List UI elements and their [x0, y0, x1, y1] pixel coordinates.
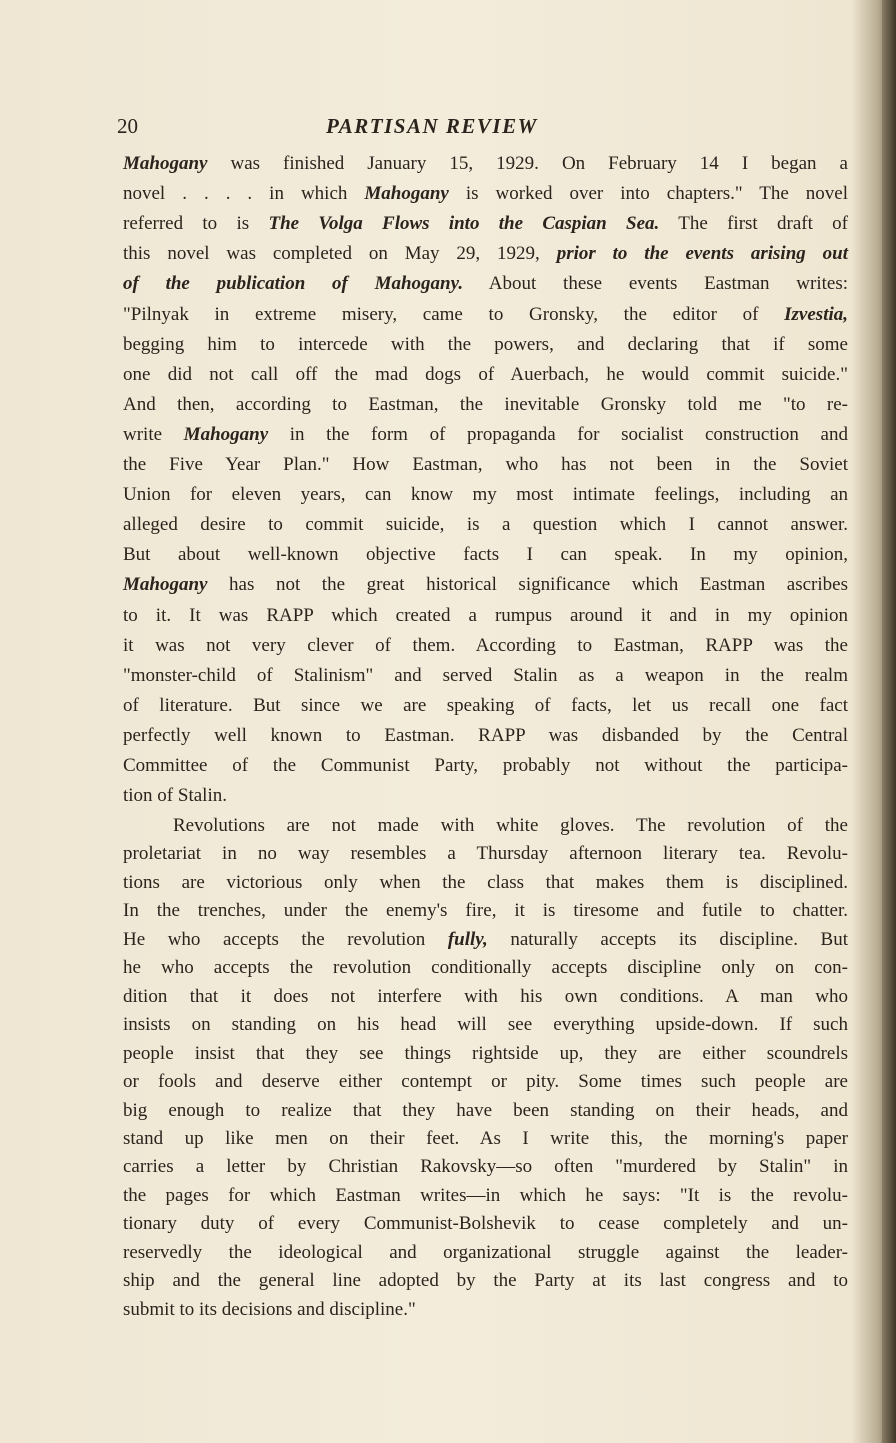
text-line	[123, 333, 848, 357]
text-span: ship and the general line adopted by the Party at its last congress and to	[123, 1270, 848, 1292]
text-line	[123, 182, 848, 206]
text-span: "monster-child of Stalinism" and served Stalin as a weapon in the realm	[123, 664, 848, 686]
text-span: the Five Year Plan." How Eastman, who has not been in the Soviet	[123, 454, 848, 475]
text-line	[123, 664, 848, 688]
text-span: tions are victorious only when the class that makes them is disciplined.	[123, 871, 848, 893]
text-span: In the trenches, under the enemy's fire, it is tiresome and futile to chatter.	[123, 900, 848, 922]
text-span: carries a letter by Christian Rakovsky—so often "murdered by Stalin" in	[123, 1156, 848, 1178]
text-span: Committee of the Communist Party, probably not without the participa-	[123, 755, 848, 776]
text-span: The first draft of	[659, 213, 849, 235]
text-span: has not the great historical significance which Eastman ascribes	[207, 574, 848, 596]
text-span: dition that it does not interfere with his own conditions. A man who	[123, 985, 848, 1007]
text-line	[123, 1298, 848, 1322]
text-span: He who accepts the revolution	[123, 928, 448, 950]
text-span: Union for eleven years, can know my most intimate feelings, including an	[123, 484, 848, 506]
italic-text: Mahogany	[123, 574, 208, 596]
text-span: big enough to realize that they have been standing on their heads, and	[123, 1099, 848, 1121]
text-line	[123, 928, 848, 952]
text-line	[123, 899, 848, 923]
text-span: is worked over into chapters." The novel	[448, 183, 848, 205]
page-edge	[882, 0, 896, 1443]
text-line	[123, 1099, 848, 1123]
text-line	[123, 1212, 848, 1236]
page-number: 20	[117, 114, 138, 138]
text-span: naturally accepts its discipline. But	[487, 928, 848, 950]
text-span: About these events Eastman writes:	[463, 273, 848, 295]
text-line	[123, 212, 848, 236]
italic-text: prior to the events arising out	[556, 243, 848, 265]
text-span: it was not very clever of them. According to Eastman, RAPP was the	[123, 634, 848, 656]
text-line	[123, 363, 848, 387]
italic-text: Mahogany	[183, 423, 269, 445]
text-span: people insist that they see things rightside up, they are either scoundrels	[123, 1042, 848, 1064]
text-line	[123, 1042, 848, 1066]
text-span: submit to its decisions and discipline."	[123, 1298, 416, 1320]
text-span: the pages for which Eastman writes—in which he says: "It is the revolu-	[123, 1184, 848, 1206]
text-span: referred to is	[123, 213, 269, 235]
text-line	[123, 634, 848, 658]
text-line	[123, 393, 848, 417]
text-span: And then, according to Eastman, the inevitable Gronsky told me "to re-	[123, 393, 848, 415]
text-line	[123, 453, 848, 477]
text-line	[123, 242, 848, 266]
text-span: write	[123, 423, 184, 445]
text-line	[123, 1269, 848, 1293]
text-line	[123, 303, 848, 327]
text-line	[123, 956, 848, 980]
text-span: tionary duty of every Communist-Bolshevik to cease completely and un-	[123, 1213, 848, 1235]
text-span: stand up like men on their feet. As I write this, the morning's paper	[123, 1127, 848, 1149]
text-span: "Pilnyak in extreme misery, came to Gronsky, the editor of	[123, 303, 785, 325]
text-span: begging him to intercede with the powers, and declaring that if some	[123, 333, 848, 355]
text-line	[123, 152, 848, 176]
running-head: PARTISAN REVIEW	[326, 114, 538, 138]
text-line	[123, 604, 848, 628]
text-span: in the form of propaganda for socialist construction and	[268, 423, 848, 445]
text-line	[123, 1070, 848, 1094]
text-span: perfectly well known to Eastman. RAPP was disbanded by the Central	[123, 724, 848, 746]
text-line	[123, 1013, 848, 1037]
italic-text: fully,	[447, 928, 488, 950]
italic-text: Mahogany	[364, 183, 449, 205]
text-span: he who accepts the revolution conditionally accepts discipline only on con-	[123, 957, 848, 979]
text-line	[123, 1155, 848, 1179]
text-span: reservedly the ideological and organizational struggle against the leader-	[123, 1241, 848, 1263]
text-line	[123, 423, 848, 447]
text-span: or fools and deserve either contempt or pity. Some times such people are	[123, 1071, 848, 1093]
text-line	[123, 985, 848, 1009]
text-span: of literature. But since we are speaking of facts, let us recall one fact	[123, 694, 848, 716]
text-line	[123, 842, 848, 866]
text-line	[123, 513, 848, 537]
text-span: one did not call off the mad dogs of Auerbach, he would commit suicide."	[123, 363, 848, 385]
text-line	[123, 543, 848, 567]
text-line	[123, 694, 848, 718]
italic-text: The Volga Flows into the Caspian Sea.	[268, 213, 660, 235]
text-span: this novel was completed on May 29, 1929,	[123, 243, 557, 265]
text-line	[123, 784, 848, 808]
text-line	[123, 1241, 848, 1265]
text-span: to it. It was RAPP which created a rumpus around it and in my opinion	[123, 604, 848, 626]
text-span: proletariat in no way resembles a Thursday afternoon literary tea. Revolu-	[123, 843, 848, 865]
text-line	[123, 272, 848, 296]
italic-text: Izvestia,	[784, 303, 848, 325]
text-line	[173, 814, 848, 838]
text-line	[123, 483, 848, 507]
text-span: alleged desire to commit suicide, is a question which I cannot answer.	[123, 514, 848, 536]
text-line	[123, 754, 848, 778]
text-line	[123, 1127, 848, 1151]
text-line	[123, 871, 848, 895]
italic-text: Mahogany	[123, 153, 208, 174]
text-line	[123, 724, 848, 748]
text-span: But about well-known objective facts I can speak. In my opinion,	[123, 544, 848, 566]
text-span: insists on standing on his head will see everything upside-down. If such	[123, 1014, 848, 1036]
italic-text: of the publication of Mahogany.	[123, 273, 464, 295]
text-span: novel . . . . in which	[123, 183, 365, 205]
text-span: was finished January 15, 1929. On February 14 I began a	[207, 153, 848, 174]
text-line	[123, 573, 848, 597]
text-line	[123, 1184, 848, 1208]
text-span: tion of Stalin.	[123, 785, 227, 807]
text-span: Revolutions are not made with white gloves. The revolution of the	[173, 815, 848, 836]
